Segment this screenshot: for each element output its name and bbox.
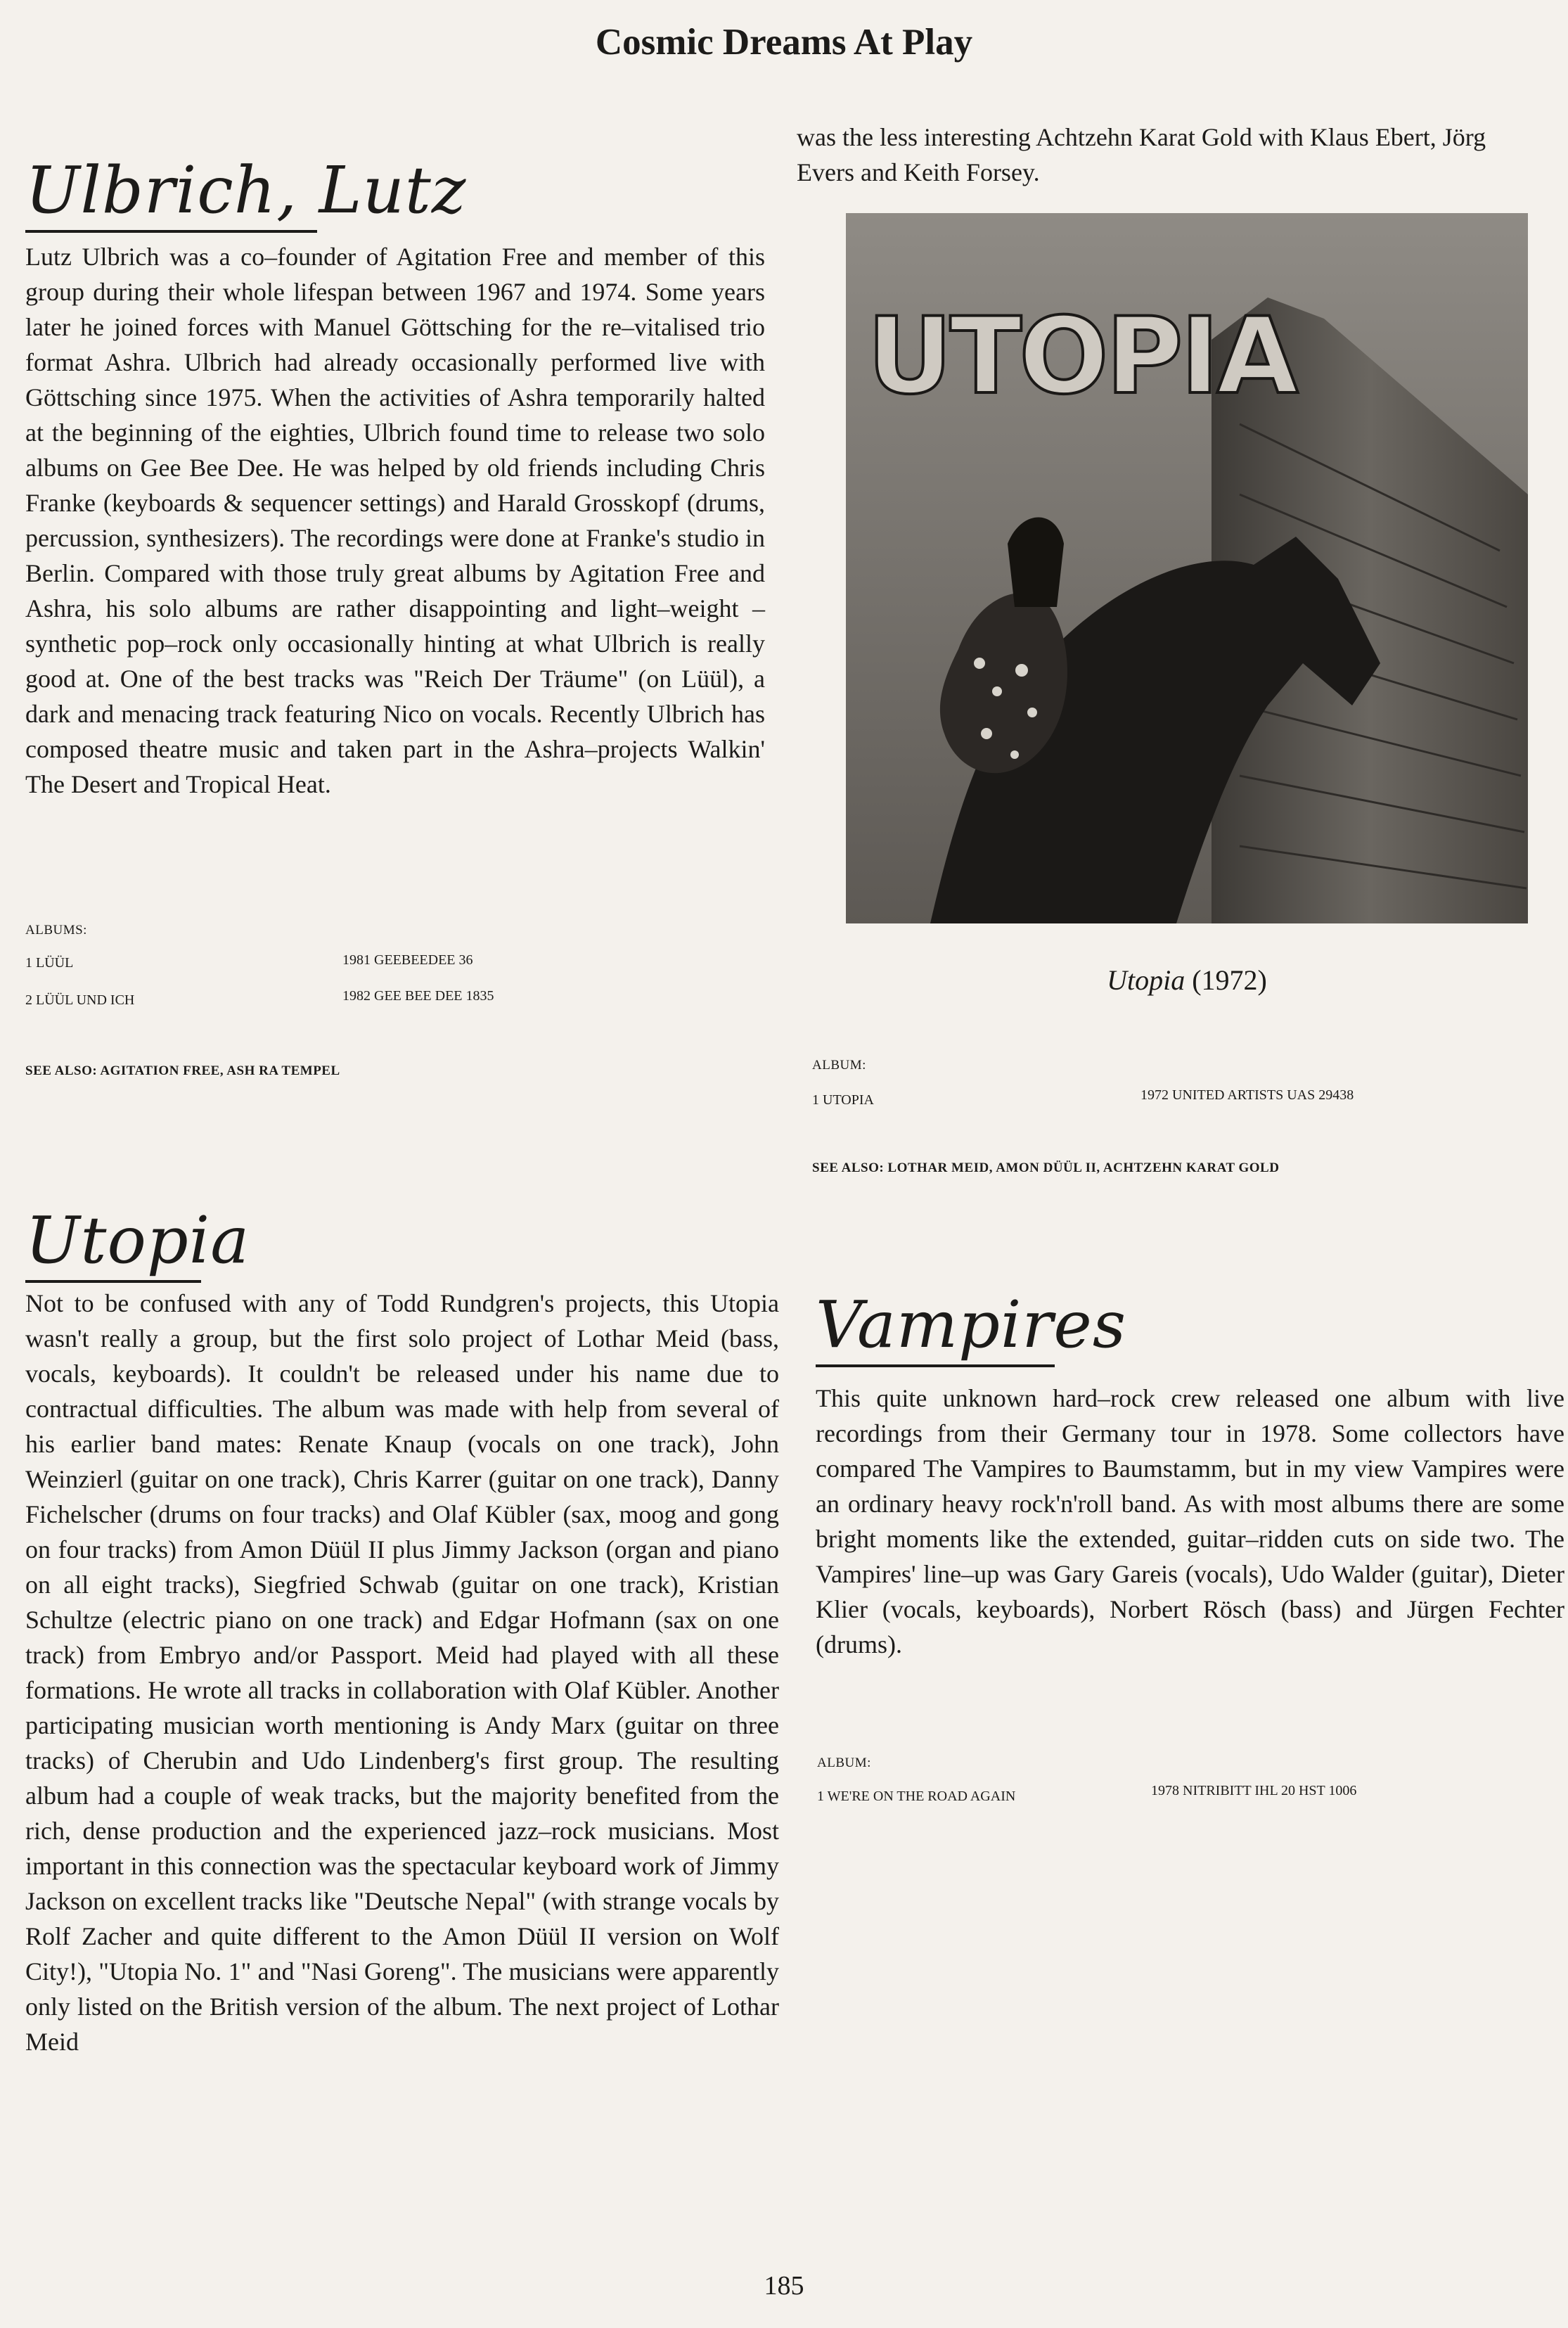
ulbrich-album-1-title: 1 LÜÜL [25, 955, 74, 971]
utopia-album-label: ALBUM: [812, 1058, 866, 1073]
vampires-heading [816, 1287, 1127, 1367]
vampires-heading-underline [816, 1364, 1055, 1367]
utopia-album-cover [846, 213, 1528, 923]
utopia-heading [25, 1203, 250, 1283]
utopia-see-also: SEE ALSO: LOTHAR MEID, AMON DÜÜL II, ACHTZEHN KARAT GOLD [812, 1160, 1280, 1175]
cover-rider-helmet [1008, 518, 1064, 608]
utopia-caption-year: (1972) [1192, 964, 1267, 996]
ulbrich-heading [25, 153, 467, 233]
page-number: 185 [764, 2271, 804, 2301]
cover-title: UTOPIA [867, 295, 1296, 418]
vampires-body [816, 1381, 1564, 1662]
cover-title-letters [867, 295, 1298, 418]
running-head: Cosmic Dreams At Play [595, 22, 973, 63]
vampires-heading-text: Vampires [816, 1287, 1127, 1362]
vampires-paragraph: This quite unknown hard–rock crew released one album with live recordings from their Germany tour in 1978. Some collectors have compared The Vampires to Baumstamm, but in my view Vampires were an ordinary heavy rock'n'roll band. As with most albums there are some bright moments like the extended, guitar–ridden cuts on side two. The Vampires' line–up was Gary Gareis (vocals), Udo Walder (guitar), Dieter Klier (vocals, keyboards), Norbert Rösch (bass) and Jürgen Fechter (drums). [816, 1384, 1564, 1658]
utopia-paragraph: Not to be confused with any of Todd Rundgren's projects, this Utopia wasn't really a group, but the first solo project of Lothar Meid (bass, vocals, keyboards). It couldn't be released under his name due to contractual difficulties. The album was made with help from several of his earlier band mates: Renate Knaup (vocals on one track), John Weinzierl (guitar on one track), Chris Karrer (guitar on one track), Danny Fichelscher (drums on four tracks) and Olaf Kübler (sax, moog and gong on four tracks) from Amon Düül II plus Jimmy Jackson (organ and piano on all eight tracks), Siegfried Schwab (guitar on one track), Kristian Schultze (electric piano on one track) and Edgar Hofmann (sax on one track) from Embryo and/or Passport. Meid had played with all these formations. He wrote all tracks in collaboration with Olaf Kübler. Another participating musician worth mentioning is Andy Marx (guitar on three tracks) of Cherubin and Udo Lindenberg's first group. The resulting album had a couple of weak tracks, but the majority benefited from the rich, dense production and the experienced jazz–rock musicians. Most important in this connection was the spectacular keyboard work of Jimmy Jackson on excellent tracks like "Deutsche Nepal" (with strange vocals by Rolf Zacher and quite different to the Amon Düül II version on Wolf City!), "Utopia No. 1" and "Nasi Goreng". The musicians were apparently only listed on the British version of the album. The next project of Lothar Meid [25, 1289, 779, 2056]
utopia-album-1-release: 1972 UNITED ARTISTS UAS 29438 [1140, 1087, 1354, 1103]
ulbrich-heading-underline [25, 230, 317, 233]
ulbrich-albums-label: ALBUMS: [25, 923, 87, 938]
ulbrich-heading-text: Ulbrich, Lutz [25, 153, 467, 228]
ulbrich-paragraph: Lutz Ulbrich was a co–founder of Agitation Free and member of this group during their whole lifespan between 1967 and 1974. Some years later he joined forces with Manuel Göttsching for the re–vitalised trio format Ashra. Ulbrich had already occasionally performed live with Göttsching since 1975. When the activities of Ashra temporarily halted at the beginning of the eighties, Ulbrich found time to release two solo albums on Gee Bee Dee. He was helped by old friends including Chris Franke (keyboards & sequencer settings) and Harald Grosskopf (drums, percussion, synthesizers). The recordings were done at Franke's studio in Berlin. Compared with those truly great albums by Agitation Free and Ashra, his solo albums are rather disappointing and light–weight – synthetic pop–rock only occasionally hinting at what Ulbrich is really good at. One of the best tracks was "Reich Der Träume" (on Lüül), a dark and menacing track featuring Nico on vocals. Recently Ulbrich has composed theatre music and taken part in the Ashra–projects Walkin' The Desert and Tropical Heat. [25, 243, 765, 798]
utopia-continuation-text: was the less interesting Achtzehn Karat Gold with Klaus Ebert, Jörg Evers and Keith Forsey. [797, 123, 1486, 186]
vampires-album-1-title: 1 WE'RE ON THE ROAD AGAIN [817, 1789, 1016, 1804]
utopia-cover-caption [846, 964, 1528, 997]
vampires-album-1-release: 1978 NITRIBITT IHL 20 HST 1006 [1151, 1783, 1357, 1798]
utopia-album-1-title: 1 UTOPIA [812, 1092, 874, 1108]
utopia-caption-title: Utopia [1107, 964, 1185, 996]
utopia-cover-image [846, 213, 1528, 923]
ulbrich-album-2-release: 1982 GEE BEE DEE 1835 [342, 988, 494, 1004]
ulbrich-see-also: SEE ALSO: AGITATION FREE, ASH RA TEMPEL [25, 1063, 340, 1078]
ulbrich-album-2-title: 2 LÜÜL UND ICH [25, 992, 135, 1008]
utopia-heading-text: Utopia [25, 1203, 250, 1278]
utopia-continuation [797, 120, 1543, 190]
vampires-album-label: ALBUM: [817, 1755, 871, 1770]
utopia-heading-underline [25, 1280, 201, 1283]
ulbrich-body [25, 239, 765, 802]
utopia-body [25, 1286, 779, 2059]
ulbrich-album-1-release: 1981 GEEBEEDEE 36 [342, 952, 473, 968]
